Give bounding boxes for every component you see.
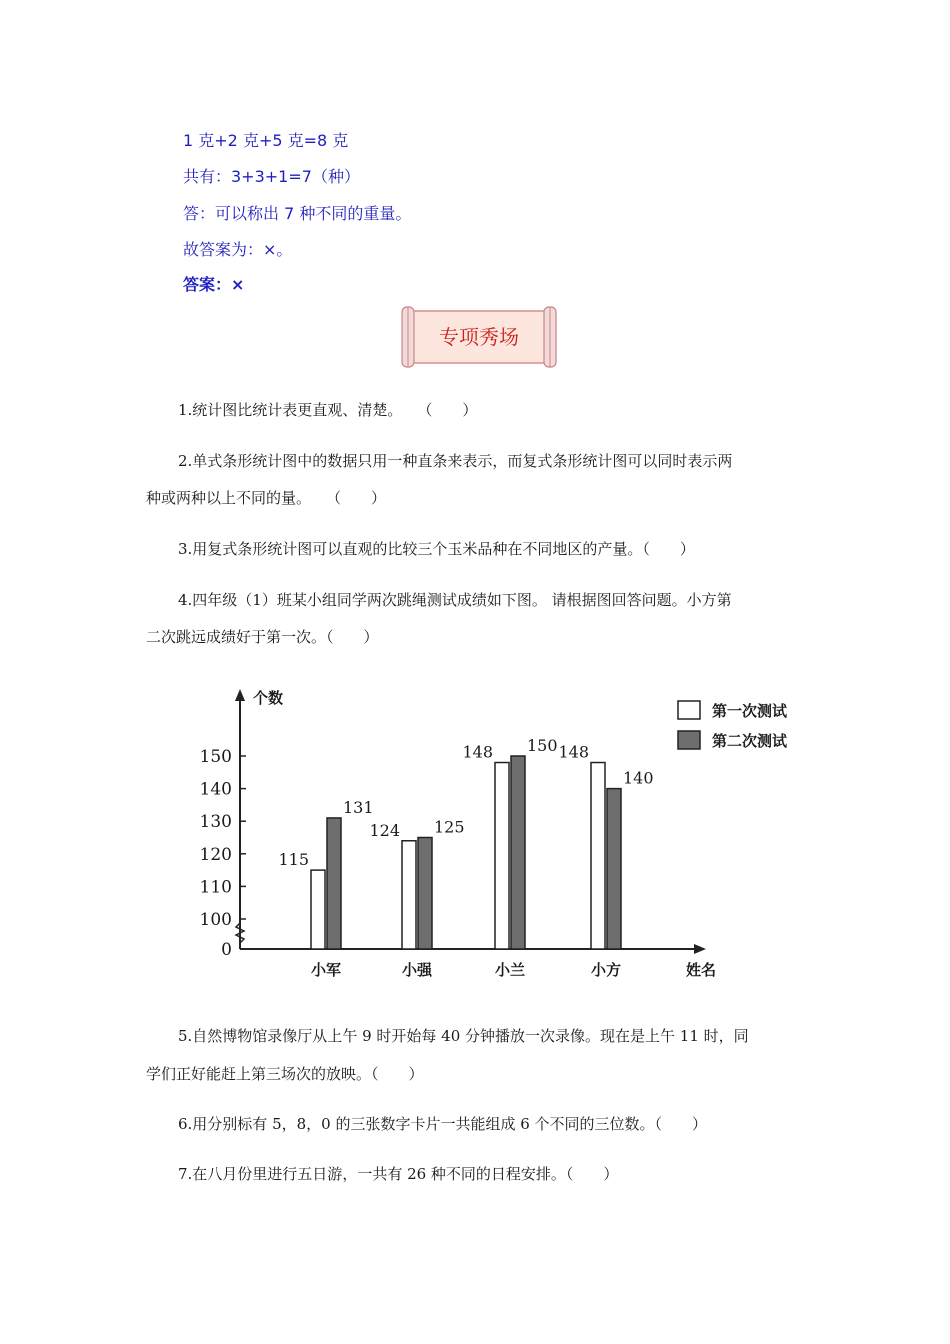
question-5-line-1: 5.自然博物馆录像厅从上午 9 时开始每 40 分钟播放一次录像。现在是上午 11 时，同 [178, 1027, 749, 1045]
x-axis-label: 姓名 [686, 961, 717, 979]
jump-rope-chart [199, 683, 828, 983]
solution-line-1: 1 克+2 克+5 克=8 克 [183, 131, 349, 150]
bar-first [311, 870, 325, 949]
bar-second [511, 756, 525, 949]
solution-answer: 答案：× [183, 275, 245, 294]
bar-first [495, 763, 509, 949]
question-4-line-2: 二次跳远成绩好于第一次。（ ） [146, 628, 379, 646]
data-label: 148 [462, 742, 493, 762]
y-tick-label: 120 [199, 844, 232, 865]
question-4-line-1: 4.四年级（1）班某小组同学两次跳绳测试成绩如下图。 请根据图回答问题。小方第 [178, 591, 732, 609]
y-tick-label: 140 [199, 779, 232, 800]
legend-label: 第二次测试 [712, 732, 788, 750]
y-tick-label: 110 [199, 877, 232, 898]
solution-line-4: 故答案为：×。 [183, 240, 293, 259]
section-title: 专项秀场 [439, 325, 519, 349]
bar-second [418, 838, 432, 950]
x-tick-label: 小军 [310, 961, 342, 979]
question-5-line-2: 学们正好能赶上第三场次的放映。（ ） [146, 1065, 424, 1083]
data-label: 115 [278, 850, 309, 870]
legend-swatch [678, 701, 700, 719]
y-tick-label: 0 [221, 940, 232, 960]
data-label: 131 [343, 797, 374, 817]
bar-second [607, 789, 621, 949]
data-label: 148 [558, 742, 589, 762]
y-axis-arrow-icon [235, 689, 245, 701]
bar-second [327, 818, 341, 949]
solution-line-2: 共有：3+3+1=7（种） [183, 167, 360, 186]
legend-label: 第一次测试 [712, 702, 788, 720]
solution-line-3: 答：可以称出 7 种不同的重量。 [183, 204, 412, 223]
x-tick-label: 小方 [590, 961, 622, 979]
data-label: 124 [369, 820, 400, 840]
data-label: 140 [623, 768, 654, 788]
question-7: 7.在八月份里进行五日游，一共有 26 种不同的日程安排。（ ） [178, 1165, 619, 1183]
question-2-line-2: 种或两种以上不同的量。 （ ） [146, 489, 387, 507]
y-tick-label: 150 [199, 747, 232, 767]
data-label: 150 [527, 736, 558, 755]
section-banner [398, 305, 560, 369]
y-axis-label: 个数 [253, 689, 284, 707]
question-1: 1.统计图比统计表更直观、清楚。 （ ） [178, 401, 478, 419]
bar-first [591, 763, 605, 949]
x-axis-arrow-icon [694, 944, 706, 954]
y-tick-label: 130 [199, 812, 232, 833]
data-label: 125 [434, 817, 465, 837]
question-2-line-1: 2.单式条形统计图中的数据只用一种直条来表示，而复式条形统计图可以同时表示两 [178, 452, 733, 470]
legend-swatch [678, 731, 700, 749]
x-tick-label: 小强 [401, 961, 433, 979]
y-tick-label: 100 [199, 910, 232, 930]
question-3: 3.用复式条形统计图可以直观的比较三个玉米品种在不同地区的产量。（ ） [178, 540, 695, 558]
x-tick-label: 小兰 [494, 961, 526, 979]
question-6: 6.用分别标有 5，8，0 的三张数字卡片一共能组成 6 个不同的三位数。（ ） [178, 1115, 708, 1133]
bar-first [402, 841, 416, 949]
